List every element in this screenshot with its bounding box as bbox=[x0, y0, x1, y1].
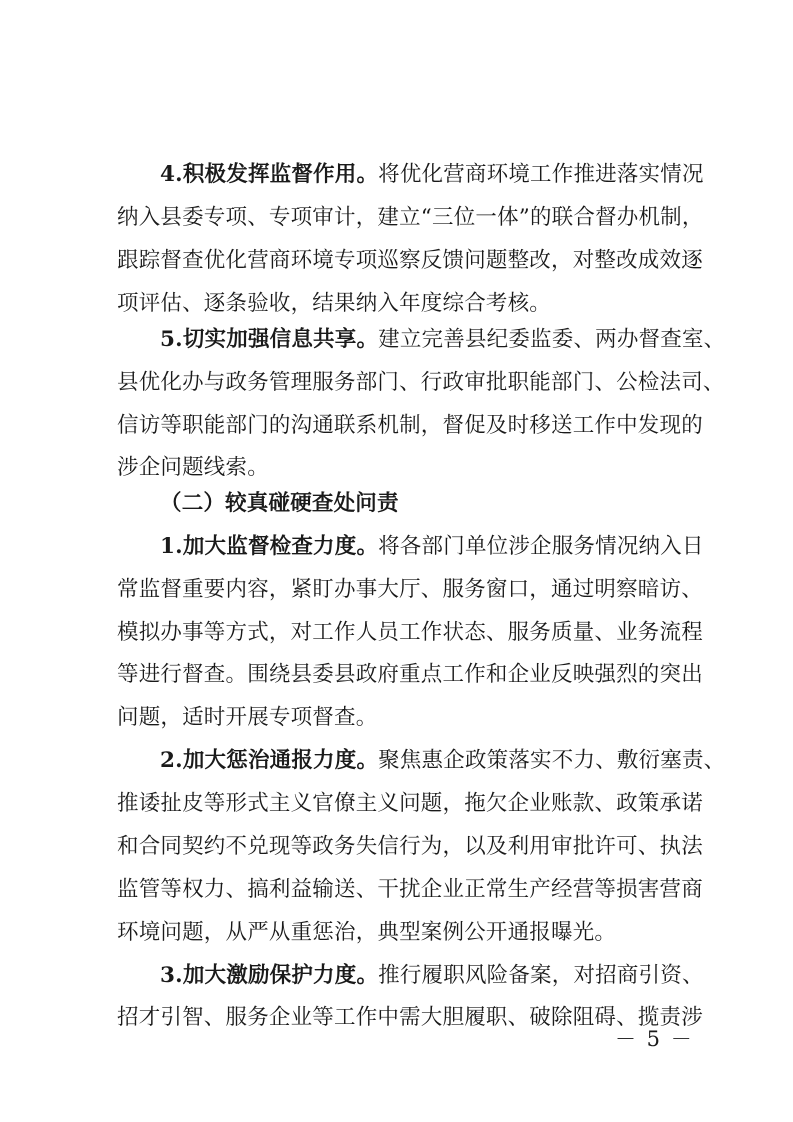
paragraph-3-text: 推行履职风险备案，对招商引资、 bbox=[378, 963, 704, 988]
paragraph-5-line-4: 涉企问题线索。 bbox=[117, 455, 269, 480]
paragraph-1-line-4: 等进行督查。围绕县委县政府重点工作和企业反映强烈的突出 bbox=[117, 662, 703, 687]
paragraph-1-line-2: 常监督重要内容，紧盯办事大厅、服务窗口，通过明察暗访、 bbox=[117, 577, 703, 602]
paragraph-5-line-2: 县优化办与政务管理服务部门、行政审批职能部门、公检法司、 bbox=[117, 370, 725, 395]
paragraph-4-text: 将优化营商环境工作推进落实情况 bbox=[378, 162, 704, 187]
paragraph-5-line-3: 信访等职能部门的沟通联系机制，督促及时移送工作中发现的 bbox=[117, 413, 703, 438]
section-heading: （二）较真碰硬查处问责 bbox=[160, 491, 399, 516]
page-number: － 5 － bbox=[615, 1027, 694, 1051]
paragraph-2-lead: 2.加大惩治通报力度。 bbox=[160, 748, 379, 773]
paragraph-5-lead: 5.切实加强信息共享。 bbox=[160, 327, 379, 352]
paragraph-2-line-5: 环境问题，从严从重惩治，典型案例公开通报曝光。 bbox=[117, 920, 617, 945]
paragraph-5-line-1 bbox=[160, 325, 726, 355]
paragraph-2-text: 聚焦惠企政策落实不力、敷衍塞责、 bbox=[378, 748, 726, 773]
paragraph-2-line-4: 监管等权力、搞利益输送、干扰企业正常生产经营等损害营商 bbox=[117, 877, 703, 902]
paragraph-3-line-1 bbox=[160, 961, 704, 991]
paragraph-5-text: 建立完善县纪委监委、两办督查室、 bbox=[378, 327, 726, 352]
paragraph-2-line-2: 推诿扯皮等形式主义官僚主义问题，拖欠企业账款、政策承诺 bbox=[117, 791, 703, 816]
paragraph-1-line-5: 问题，适时开展专项督查。 bbox=[117, 705, 378, 730]
paragraph-4-line-2: 纳入县委专项、专项审计，建立“三位一体”的联合督办机制， bbox=[117, 205, 704, 230]
paragraph-4-line-3: 跟踪督查优化营商环境专项巡察反馈问题整改，对整改成效逐 bbox=[117, 248, 703, 273]
paragraph-1-text: 将各部门单位涉企服务情况纳入日 bbox=[378, 534, 704, 559]
paragraph-1-line-1 bbox=[160, 532, 704, 562]
paragraph-2-line-1 bbox=[160, 746, 726, 776]
paragraph-4-lead: 4.积极发挥监督作用。 bbox=[160, 162, 379, 187]
paragraph-3-lead: 3.加大激励保护力度。 bbox=[160, 963, 379, 988]
paragraph-4-line-4: 项评估、逐条验收，结果纳入年度综合考核。 bbox=[117, 291, 552, 316]
paragraph-4-line-1 bbox=[160, 160, 704, 190]
paragraph-2-line-3: 和合同契约不兑现等政务失信行为，以及利用审批许可、执法 bbox=[117, 834, 703, 859]
paragraph-1-line-3: 模拟办事等方式，对工作人员工作状态、服务质量、业务流程 bbox=[117, 620, 703, 645]
paragraph-3-line-2: 招才引智、服务企业等工作中需大胆履职、破除阻碍、揽责涉 bbox=[117, 1005, 703, 1030]
paragraph-1-lead: 1.加大监督检查力度。 bbox=[160, 534, 379, 559]
